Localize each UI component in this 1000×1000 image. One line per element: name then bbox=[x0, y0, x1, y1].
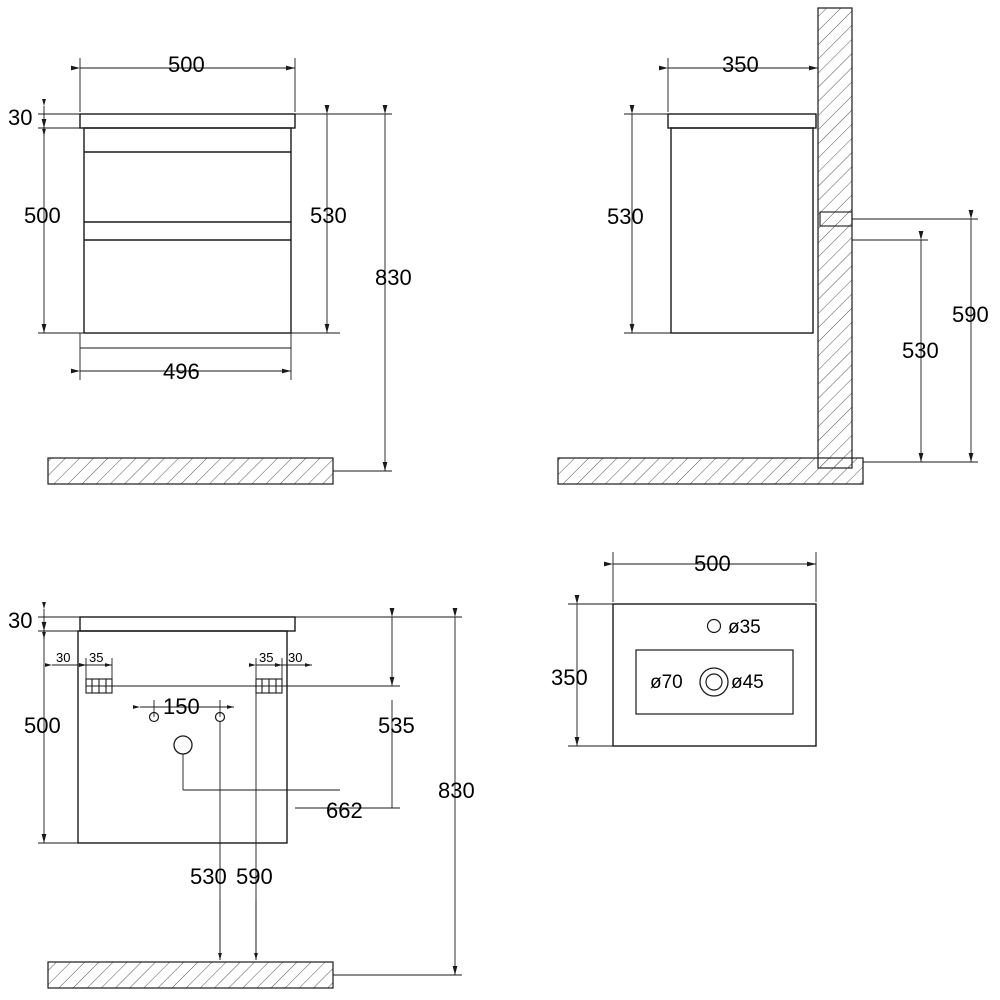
dim-label-rear-830: 830 bbox=[438, 778, 475, 803]
dim-label-side-530b: 530 bbox=[902, 338, 939, 363]
front-floor-hatch bbox=[48, 458, 333, 484]
dim-label-top-waste: ø45 bbox=[731, 672, 764, 693]
dim-rear-bottom-leaders bbox=[220, 900, 256, 960]
dim-label-rear-bracket-left-a: 30 bbox=[56, 650, 71, 665]
dim-label-top-bowl-outer: ø70 bbox=[650, 672, 683, 693]
dim-label-front-500-left: 500 bbox=[24, 203, 61, 228]
dim-label-front-30: 30 bbox=[8, 105, 33, 130]
dim-label-rear-30: 30 bbox=[8, 608, 33, 633]
dim-label-side-350: 350 bbox=[722, 52, 759, 77]
dim-label-rear-bracket-left-b: 35 bbox=[89, 650, 104, 665]
dim-label-front-496: 496 bbox=[163, 359, 200, 384]
dim-front-30 bbox=[38, 106, 84, 136]
dim-front-830 bbox=[295, 114, 392, 471]
front-view-body bbox=[80, 114, 295, 333]
dim-label-front-500-top: 500 bbox=[168, 52, 205, 77]
dim-label-rear-662: 662 bbox=[326, 798, 363, 823]
dim-label-rear-500: 500 bbox=[24, 713, 61, 738]
dim-label-front-530: 530 bbox=[310, 203, 347, 228]
dim-label-rear-590: 590 bbox=[236, 864, 273, 889]
dim-front-500-left bbox=[38, 128, 84, 333]
dim-label-side-590: 590 bbox=[952, 302, 989, 327]
top-view-body bbox=[613, 604, 816, 746]
dim-rear-830 bbox=[295, 617, 462, 975]
wall-hatch bbox=[818, 8, 852, 468]
side-floor-hatch bbox=[558, 458, 863, 484]
dim-rear-535 bbox=[295, 617, 400, 686]
dim-label-rear-bracket-right-a: 35 bbox=[259, 650, 274, 665]
dim-label-side-530: 530 bbox=[607, 204, 644, 229]
dim-label-top-tap-hole: ø35 bbox=[728, 617, 761, 638]
dim-label-front-830: 830 bbox=[375, 265, 412, 290]
dim-label-rear-bracket-right-b: 30 bbox=[288, 650, 303, 665]
dim-label-rear-150: 150 bbox=[163, 694, 200, 719]
side-view-body bbox=[668, 114, 816, 333]
dim-label-rear-530: 530 bbox=[190, 864, 227, 889]
dim-label-top-350: 350 bbox=[551, 665, 588, 690]
dim-label-rear-535: 535 bbox=[378, 713, 415, 738]
dim-label-top-500: 500 bbox=[694, 551, 731, 576]
